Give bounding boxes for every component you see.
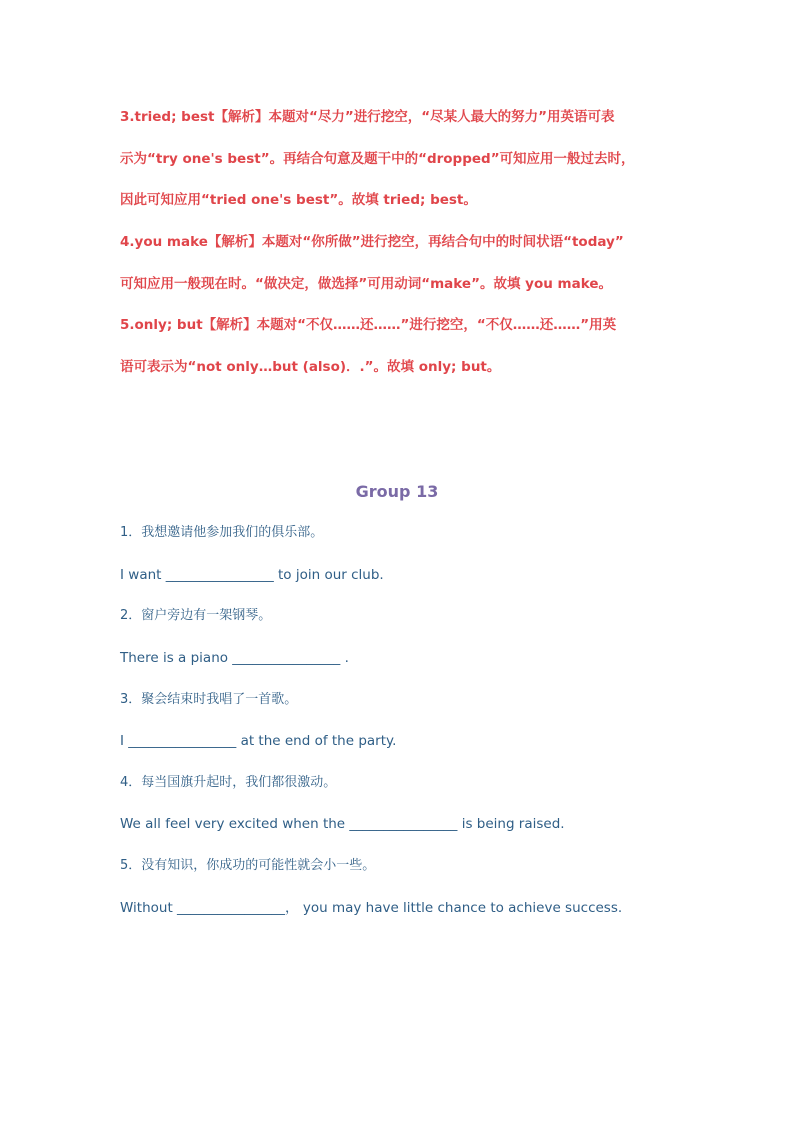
answer-line: 5.only; but【解析】本题对“不仅……还……”进行挖空，“不仅……还……”用英 — [120, 317, 617, 333]
group-title: Group 13 — [355, 482, 439, 501]
question-sentence: We all feel very excited when the ________________ is being raised. — [120, 816, 565, 832]
answer-line: 示为“try one's best”。再结合句意及题干中的“dropped”可知应用一般过去时， — [120, 151, 635, 167]
question-prompt: 1．我想邀请他参加我们的俱乐部。 — [120, 525, 324, 540]
question-prompt: 5．没有知识，你成功的可能性就会小一些。 — [120, 858, 376, 873]
answer-line: 可知应用一般现在时。“做决定，做选择”可用动词“make”。故填 you make。 — [120, 276, 612, 292]
question-sentence: Without ________________， you may have little chance to achieve success. — [120, 900, 623, 916]
answer-line: 4.you make【解析】本题对“你所做”进行挖空，再结合句中的时间状语“today” — [120, 234, 624, 250]
question-prompt: 2．窗户旁边有一架钢琴。 — [120, 608, 272, 623]
question-sentence: I want ________________ to join our club. — [120, 567, 384, 583]
answer-line: 语可表示为“not only…but (also)．.”。故填 only; but。 — [120, 359, 501, 375]
question-prompt: 3．聚会结束时我唱了一首歌。 — [120, 692, 298, 707]
answer-line: 因此可知应用“tried one's best”。故填 tried; best。 — [120, 192, 477, 208]
question-sentence: I ________________ at the end of the party. — [120, 733, 397, 749]
answer-line: 3.tried; best【解析】本题对“尽力”进行挖空，“尽某人最大的努力”用英语可表 — [120, 109, 615, 125]
question-sentence: There is a piano ________________ . — [120, 650, 349, 666]
question-prompt: 4．每当国旗升起时，我们都很激动。 — [120, 775, 337, 790]
